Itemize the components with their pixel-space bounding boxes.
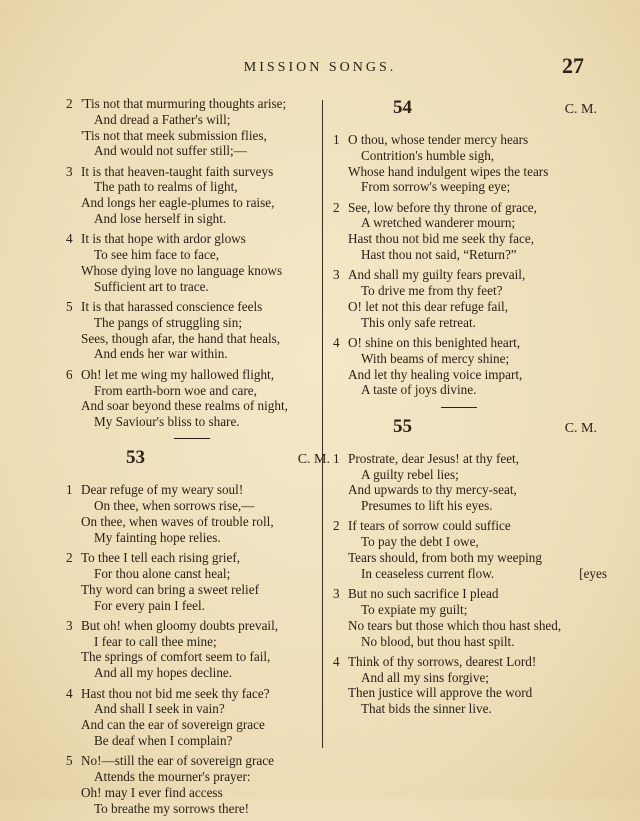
stanza-number: 4	[333, 335, 340, 351]
stanza-number: 2	[66, 96, 73, 111]
stanza	[66, 231, 336, 294]
verse-line: I fear to call thee mine;	[94, 633, 217, 649]
stanza	[333, 267, 603, 330]
verse-line: 'Tis not that meek submission flies,	[81, 127, 267, 143]
stanza-number: 1	[333, 132, 340, 147]
verse-line: O! let not this dear refuge fail,	[348, 298, 509, 314]
verse-line: To breathe my sorrows there!	[94, 800, 250, 816]
hymn-meter: C. M.	[564, 102, 597, 117]
stanza-number: 1	[333, 450, 340, 466]
verse-line: My Saviour's bliss to share.	[94, 414, 240, 430]
hymn-54	[333, 132, 603, 398]
verse-line: With beams of mercy shine;	[361, 350, 510, 366]
turnover-word: [eyes	[579, 565, 607, 581]
stanza-first-line	[66, 482, 336, 498]
verse-text: O thou, whose tender mercy hears	[348, 132, 529, 147]
hymn-52-continued	[66, 96, 336, 430]
verse-line: The path to realms of light,	[94, 179, 238, 195]
stanza	[333, 654, 603, 717]
hymn-meter: C. M.	[297, 452, 330, 468]
verse-text: 'Tis not that murmuring thoughts arise;	[81, 96, 287, 111]
stanza-first-line	[66, 367, 336, 383]
hymn-number: 55	[393, 415, 412, 437]
verse-line: This only safe retreat.	[361, 314, 476, 330]
verse-text: O! shine on this benighted heart,	[348, 335, 521, 351]
stanza-first-line	[66, 550, 336, 566]
verse-line: A guilty rebel lies;	[361, 466, 459, 482]
hymn-55	[333, 450, 607, 717]
stanza-first-line	[333, 654, 603, 670]
verse-text: To thee I tell each rising grief,	[81, 550, 241, 566]
verse-text: It is that harassed conscience feels	[81, 299, 263, 315]
stanza	[333, 451, 603, 514]
stanza-number: 3	[66, 163, 73, 179]
stanza-number: 3	[66, 617, 73, 633]
verse-line: Presumes to lift his eyes.	[361, 498, 493, 514]
verse-line: A wretched wanderer mourn;	[361, 215, 516, 231]
stanza-number: 3	[333, 267, 340, 283]
verse-line: Attends the mourner's prayer:	[94, 768, 251, 784]
verse-line: For every pain I feel.	[94, 597, 205, 613]
hymn-number: 54	[393, 97, 412, 118]
stanza-first-line	[333, 335, 603, 351]
stanza	[333, 132, 603, 195]
hymn-55-heading	[333, 417, 603, 451]
stanza-first-line	[66, 231, 336, 247]
verse-line: A taste of joys divine.	[361, 382, 477, 398]
verse-line: And let thy healing voice impart,	[348, 366, 523, 382]
verse-line: Contrition's humble sigh,	[361, 147, 495, 163]
stanza-number: 2	[333, 199, 340, 215]
right-column	[333, 96, 607, 722]
stanza-first-line	[66, 96, 336, 112]
verse-text: Hast thou not bid me seek thy face?	[81, 685, 270, 701]
stanza	[66, 482, 336, 545]
stanza	[66, 96, 336, 159]
verse-line: My fainting hope relies.	[94, 529, 221, 545]
verse-line: And longs her eagle-plumes to raise,	[81, 195, 275, 211]
verse-line: From sorrow's weeping eye;	[361, 179, 511, 195]
hymn-separator	[66, 434, 336, 446]
verse-text: It is that heaven-taught faith surveys	[81, 163, 274, 179]
verse-line: And ends her war within.	[94, 346, 228, 362]
verse-text: But no such sacrifice I plead	[348, 586, 499, 602]
verse-text: It is that hope with ardor glows	[81, 231, 246, 247]
verse-line: To expiate my guilt;	[361, 601, 468, 617]
verse-text: Oh! let me wing my hallowed flight,	[81, 366, 275, 382]
running-head: MISSION SONGS.	[243, 60, 397, 75]
verse-line: To pay the debt I owe,	[361, 534, 479, 550]
stanza-number: 5	[66, 299, 73, 315]
verse-line: On thee, when sorrows rise,—	[94, 498, 255, 514]
stanza	[333, 586, 603, 649]
verse-line: Whose dying love no language knows	[81, 262, 283, 278]
stanza-number: 5	[66, 753, 73, 769]
hymn-meter: C. M.	[564, 420, 597, 436]
verse-line: And can the ear of sovereign grace	[81, 717, 265, 733]
stanza-first-line	[66, 164, 336, 180]
verse-text: Dear refuge of my weary soul!	[81, 482, 244, 498]
stanza-first-line	[333, 586, 603, 602]
verse-line: No blood, but thou hast spilt.	[361, 633, 515, 649]
stanza	[66, 367, 336, 430]
verse-line: That bids the sinner live.	[361, 701, 492, 717]
hymn-54-heading	[333, 98, 603, 132]
verse-line: And dread a Father's will;	[94, 111, 231, 127]
verse-line: And all my hopes decline.	[94, 665, 233, 681]
verse-line: To drive me from thy feet?	[361, 283, 503, 299]
verse-line: Tears should, from both my weeping	[348, 550, 542, 566]
verse-line: Sufficient art to trace.	[94, 278, 209, 294]
stanza	[333, 518, 607, 581]
stanza-first-line	[66, 753, 336, 769]
verse-line: Thy word can bring a sweet relief	[81, 581, 259, 597]
verse-line: The springs of comfort seem to fail,	[81, 649, 271, 665]
stanza-number: 4	[66, 231, 73, 247]
verse-line: Whose hand indulgent wipes the tears	[348, 163, 549, 179]
verse-line: In ceaseless current flow. [eyes	[361, 565, 607, 581]
verse-line: From earth-born woe and care,	[94, 382, 257, 398]
verse-line: The pangs of struggling sin;	[94, 314, 242, 330]
hymn-separator	[333, 403, 603, 415]
stanza	[66, 299, 336, 362]
verse-line: And would not suffer still;—	[94, 143, 247, 159]
verse-text: See, low before thy throne of grace,	[348, 199, 537, 215]
verse-text: And shall my guilty fears prevail,	[348, 267, 526, 283]
stanza-number: 6	[66, 366, 73, 382]
verse-line: And upwards to thy mercy-seat,	[348, 482, 517, 498]
hymn-53	[66, 482, 336, 816]
verse-text: Think of thy sorrows, dearest Lord!	[348, 653, 537, 669]
verse-text: If tears of sorrow could suffice	[348, 518, 511, 534]
verse-line: Oh! may I ever find access	[81, 784, 223, 800]
stanza-first-line	[333, 451, 603, 467]
verse-text: But oh! when gloomy doubts prevail,	[81, 617, 279, 633]
verse-text: No!—still the ear of sovereign grace	[81, 753, 274, 769]
verse-line: And soar beyond these realms of night,	[81, 398, 288, 414]
left-column	[66, 96, 336, 821]
verse-line: On thee, when waves of trouble roll,	[81, 514, 274, 530]
stanza-first-line	[333, 132, 603, 148]
verse-line: To see him face to face,	[94, 247, 220, 263]
stanza	[66, 618, 336, 681]
stanza	[66, 164, 336, 227]
stanza-first-line	[66, 686, 336, 702]
stanza	[66, 550, 336, 613]
hymn-number: 53	[126, 447, 145, 469]
stanza	[66, 686, 336, 749]
stanza	[333, 200, 603, 263]
verse-line: Sees, though afar, the hand that heals,	[81, 330, 281, 346]
verse-line: Be deaf when I complain?	[94, 732, 233, 748]
stanza-number: 4	[333, 653, 340, 669]
hymn-53-heading	[66, 448, 336, 482]
verse-line: Hast thou not said, “Return?”	[361, 247, 517, 263]
stanza-number: 1	[66, 482, 73, 498]
verse-line: Hast thou not bid me seek thy face,	[348, 231, 535, 247]
page-number: 27	[562, 53, 584, 78]
verse-line: And all my sins forgive;	[361, 669, 489, 685]
stanza	[66, 753, 336, 816]
stanza	[333, 335, 603, 398]
stanza-number: 4	[66, 685, 73, 701]
verse-line: And lose herself in sight.	[94, 211, 227, 227]
stanza-number: 2	[66, 550, 73, 566]
verse-text: Prostrate, dear Jesus! at thy feet,	[348, 450, 520, 466]
verse-line: And shall I seek in vain?	[94, 701, 225, 717]
verse-line: No tears but those which thou hast shed,	[348, 617, 562, 633]
verse-line: Then justice will approve the word	[348, 685, 533, 701]
stanza-first-line	[66, 299, 336, 315]
stanza-number: 2	[333, 518, 340, 534]
stanza-number: 3	[333, 586, 340, 602]
verse-line: For thou alone canst heal;	[94, 565, 231, 581]
stanza-first-line	[333, 518, 603, 534]
stanza-first-line	[333, 200, 603, 216]
stanza-first-line	[333, 267, 603, 283]
stanza-first-line	[66, 618, 336, 634]
